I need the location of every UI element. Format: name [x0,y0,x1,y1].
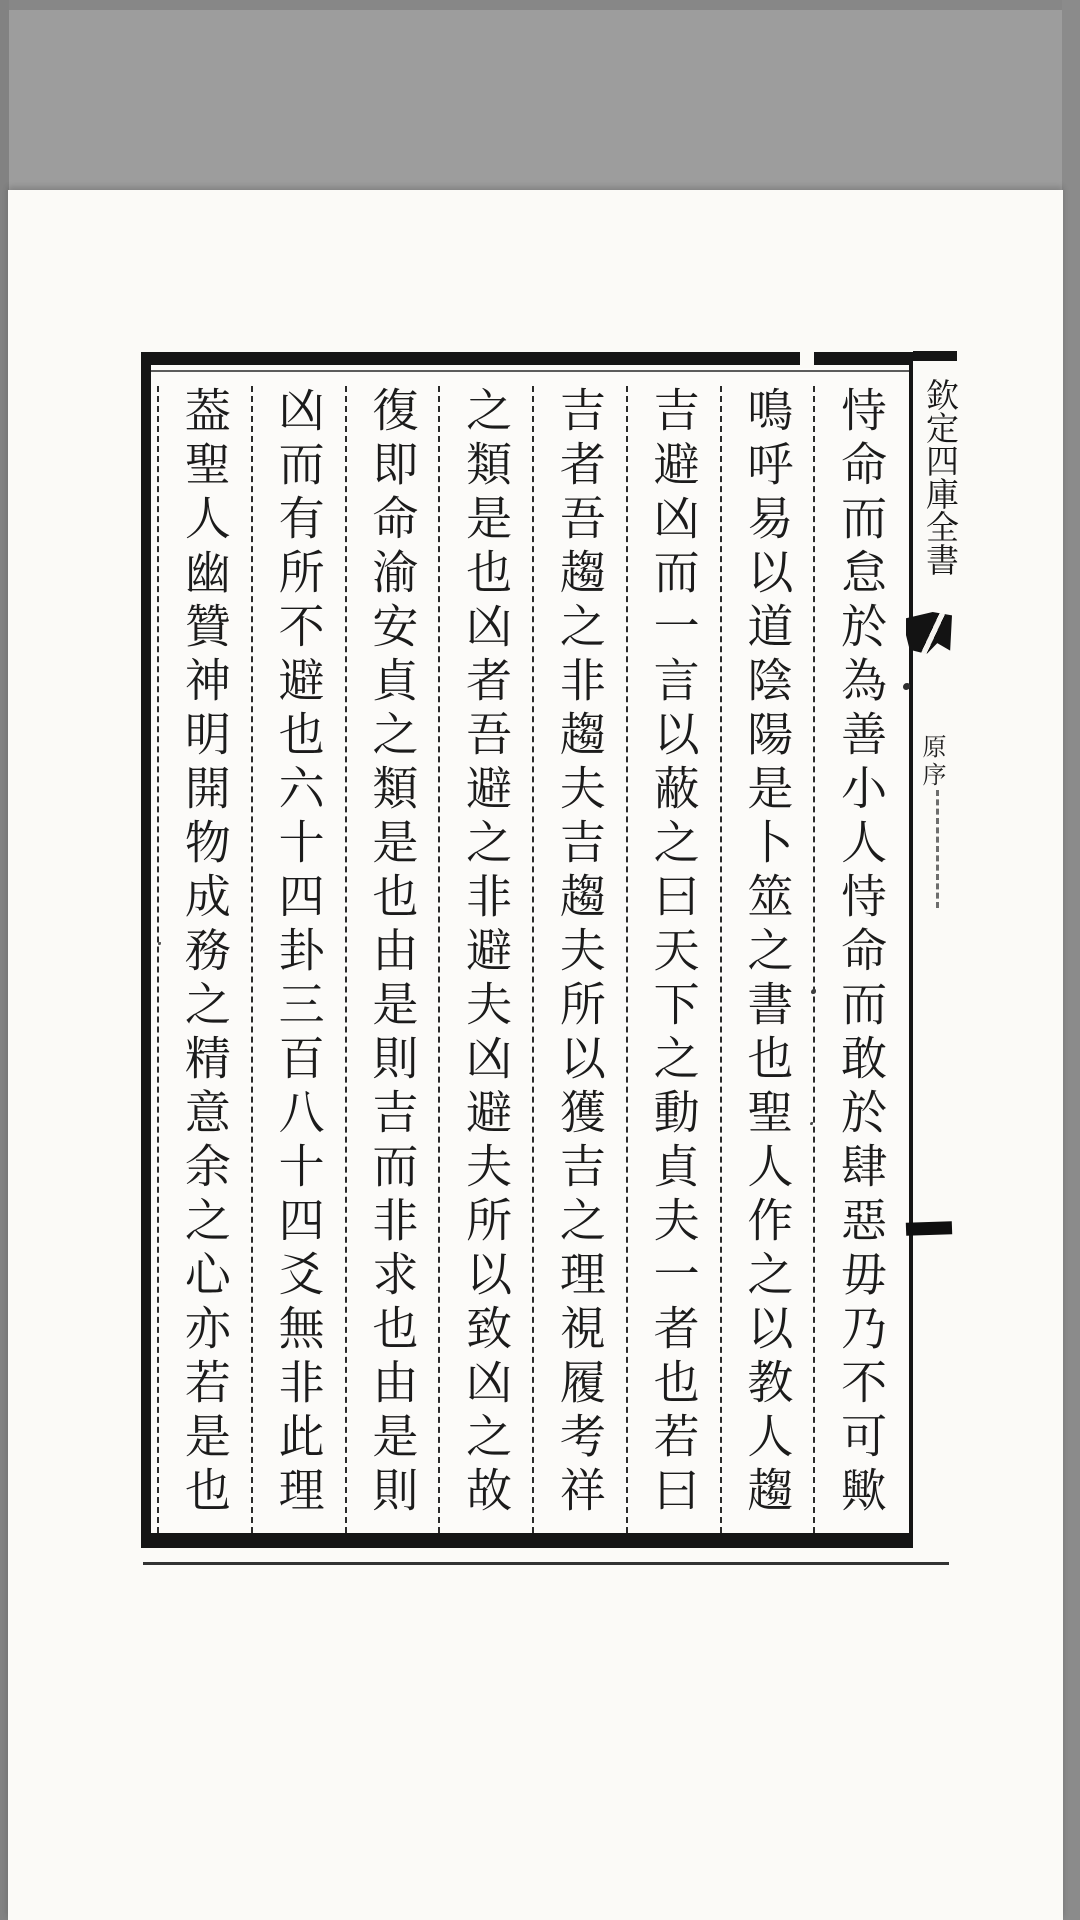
collection-title: 欽定四庫全書 [921,378,960,576]
column-text: 恃命而怠於為善小人恃命而敢於肆惡毋乃不可歟 [834,386,889,1520]
text-columns-grid [151,365,909,1533]
bottom-double-rule [143,1562,949,1565]
column-text: 之類是也凶者吾避之非避夫凶避夫所以致凶之故 [459,386,514,1520]
column-text: 葢聖人幽贊神明開物成務之精意余之心亦若是也 [177,386,232,1520]
text-column-7 [251,386,345,1533]
scan-edge-right [1062,0,1080,1920]
column-text: 吉者吾趨之非趨夫吉趨夫所以獲吉之理視履考祥 [552,386,607,1520]
text-column-2 [720,386,814,1533]
text-frame [141,352,913,1548]
text-column-3 [626,386,720,1533]
column-text: 吉避凶而一言以蔽之曰天下之動貞夫一者也若曰 [646,386,701,1520]
fold-column-top-rule [913,351,957,361]
column-text: 復即命渝安貞之類是也由是則吉而非求也由是則 [365,386,420,1520]
column-text: 凶而有所不避也六十四卦三百八十四爻無非此理 [271,386,326,1520]
column-text: 鳴呼易以道陰陽是卜筮之書也聖人作之以教人趨 [740,386,795,1520]
frame-border-break [800,348,814,368]
text-column-8 [157,386,251,1533]
section-label: 原序 [918,734,946,790]
text-column-5 [438,386,532,1533]
text-column-6 [345,386,439,1533]
scan-edge-top [0,0,1080,10]
fold-tick-mark [906,1221,952,1236]
fold-line-dashes [936,790,939,908]
text-column-1 [813,386,907,1533]
text-column-4 [532,386,626,1533]
